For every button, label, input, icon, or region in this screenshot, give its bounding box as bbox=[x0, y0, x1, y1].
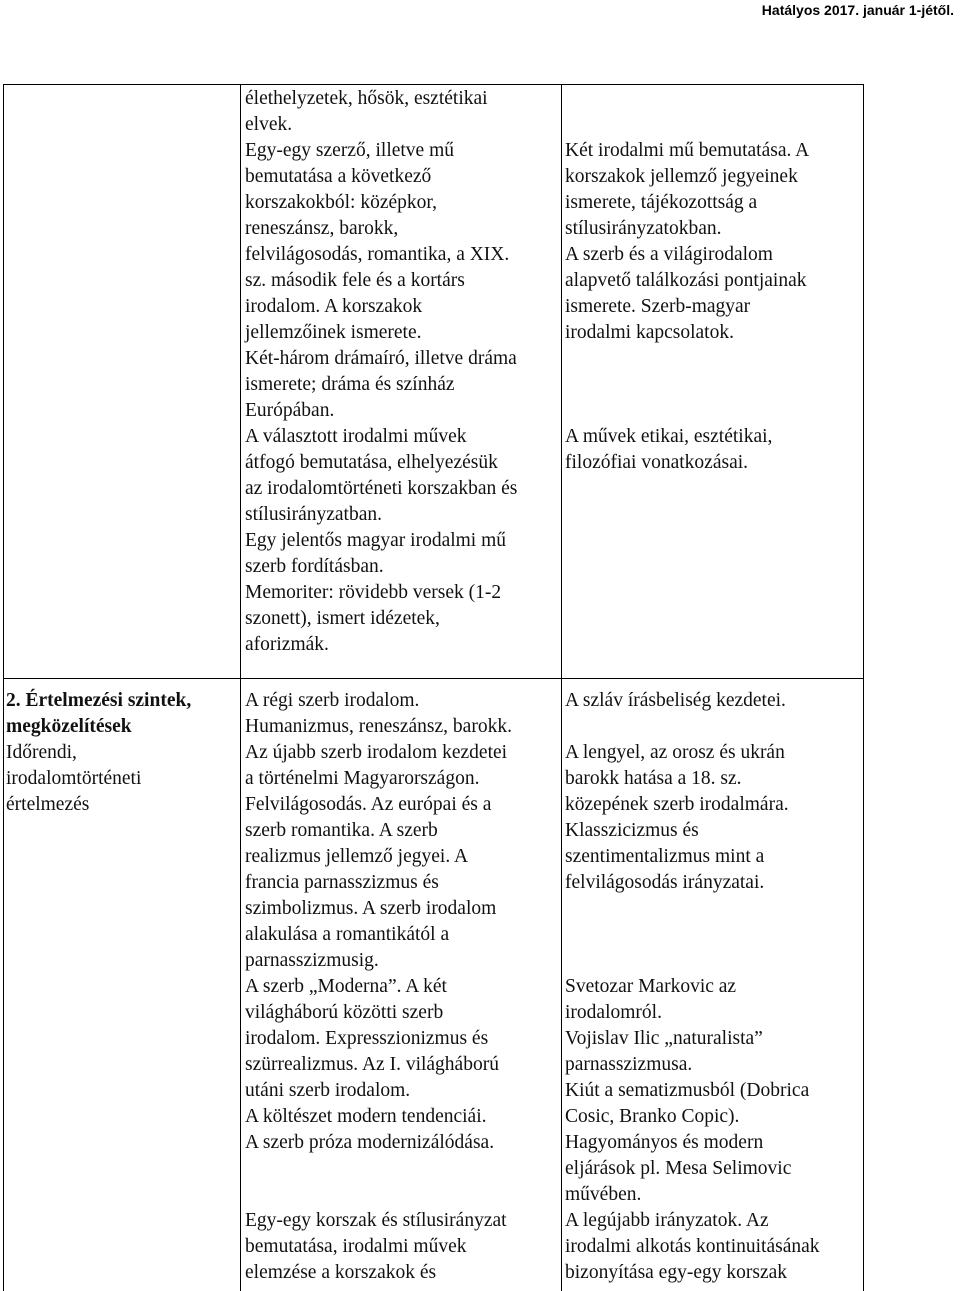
row2-col2-line: A régi szerb irodalom. bbox=[245, 690, 420, 711]
row2-col2-line bbox=[245, 1156, 512, 1182]
row2-col3-line: Hagyományos és modern bbox=[565, 1132, 764, 1153]
row1-col2-line: korszakokból: középkor, bbox=[245, 192, 438, 213]
row1-col2-line: Memoriter: rövidebb versek (1-2 bbox=[245, 582, 502, 603]
row1-col2-line: ismerete; dráma és színház bbox=[245, 374, 455, 395]
table-divider-col2 bbox=[561, 84, 562, 1291]
row1-col2-line: aforizmák. bbox=[245, 634, 329, 655]
row2-col3-line: Svetozar Markovic az bbox=[565, 976, 737, 997]
row1-col2-line: sz. második fele és a kortárs bbox=[245, 270, 465, 291]
row1-col3-cell bbox=[565, 86, 809, 476]
row2-col3-line: művében. bbox=[565, 1184, 642, 1205]
page-header: Hatályos 2017. január 1-jétől. bbox=[761, 2, 954, 18]
row2-col3-line bbox=[565, 896, 820, 922]
section-subtitle-line: irodalomtörténeti bbox=[6, 768, 142, 789]
row2-col3-line: parnasszizmusa. bbox=[565, 1054, 693, 1075]
row2-col2-line: alakulása a romantikától a bbox=[245, 924, 450, 945]
row2-col3-line: szentimentalizmus mint a bbox=[565, 846, 765, 867]
section-title-line: 2. Értelmezési szintek, bbox=[6, 690, 192, 711]
row1-col2-line: átfogó bemutatása, elhelyezésük bbox=[245, 452, 498, 473]
row2-col3-line: barokk hatása a 18. sz. bbox=[565, 768, 742, 789]
row2-col3-line: Klasszicizmus és bbox=[565, 820, 699, 841]
row1-col2-line: jellemzőinek ismerete. bbox=[245, 322, 422, 343]
section-subtitle-line: értelmezés bbox=[6, 794, 90, 815]
row1-col3-line: irodalmi kapcsolatok. bbox=[565, 322, 734, 343]
row2-col2-line: realizmus jellemző jegyei. A bbox=[245, 846, 469, 867]
row2-col3-line: irodalomról. bbox=[565, 1002, 662, 1023]
row2-col3-line: Kiút a sematizmusból (Dobrica bbox=[565, 1080, 810, 1101]
row2-col3-cell bbox=[565, 688, 820, 1286]
row2-col2-line: Humanizmus, reneszánsz, barokk. bbox=[245, 716, 512, 737]
table-border-top bbox=[3, 84, 864, 85]
row2-col2-line: szimbolizmus. A szerb irodalom bbox=[245, 898, 497, 919]
row1-col2-line: Egy jelentős magyar irodalmi mű bbox=[245, 530, 507, 551]
row1-col3-line bbox=[565, 86, 809, 112]
row2-col2-line: bemutatása, irodalmi művek bbox=[245, 1236, 467, 1257]
row2-col2-line: parnasszizmusig. bbox=[245, 950, 379, 971]
row2-col3-line bbox=[565, 948, 820, 974]
row1-col3-line: A szerb és a világirodalom bbox=[565, 244, 773, 265]
row1-col3-line: filozófiai vonatkozásai. bbox=[565, 452, 749, 473]
row1-col2-line: Két-három drámaíró, illetve dráma bbox=[245, 348, 517, 369]
row2-col3-line: A lengyel, az orosz és ukrán bbox=[565, 742, 785, 763]
row2-col2-line: irodalom. Expresszionizmus és bbox=[245, 1028, 489, 1049]
row2-col2-line: világháború közötti szerb bbox=[245, 1002, 444, 1023]
table-row-divider bbox=[3, 678, 864, 679]
row2-col2-line: szerb romantika. A szerb bbox=[245, 820, 438, 841]
row1-col3-line: alapvető találkozási pontjainak bbox=[565, 270, 807, 291]
row2-col2-line bbox=[245, 1182, 512, 1208]
row1-col3-line: A művek etikai, esztétikai, bbox=[565, 426, 773, 447]
table-border-right bbox=[863, 84, 864, 1291]
row2-col2-line: Felvilágosodás. Az európai és a bbox=[245, 794, 492, 815]
row1-col2-line: A választott irodalmi művek bbox=[245, 426, 467, 447]
row1-col2-line: felvilágosodás, romantika, a XIX. bbox=[245, 244, 510, 265]
row1-col2-line: elvek. bbox=[245, 114, 293, 135]
row2-col2-line: Az újabb szerb irodalom kezdetei bbox=[245, 742, 508, 763]
row2-col2-line: A költészet modern tendenciái. bbox=[245, 1106, 487, 1127]
row2-col3-line bbox=[565, 714, 820, 740]
row1-col3-line: ismerete, tájékozottság a bbox=[565, 192, 758, 213]
row2-col3-line: irodalmi alkotás kontinuitásának bbox=[565, 1236, 820, 1257]
table-divider-col1 bbox=[240, 84, 241, 1291]
row1-col2-line: Európában. bbox=[245, 400, 335, 421]
row1-col2-line: élethelyzetek, hősök, esztétikai bbox=[245, 88, 488, 109]
row1-col2-line: az irodalomtörténeti korszakban és bbox=[245, 478, 518, 499]
row2-col3-line: A szláv írásbeliség kezdetei. bbox=[565, 690, 786, 711]
row2-col2-cell bbox=[245, 688, 512, 1286]
row1-col3-line: Két irodalmi mű bemutatása. A bbox=[565, 140, 810, 161]
row2-col2-line: francia parnasszizmus és bbox=[245, 872, 439, 893]
table-border-left bbox=[3, 84, 4, 1291]
row1-col3-line bbox=[565, 398, 809, 424]
row1-col2-line: szonett), ismert idézetek, bbox=[245, 608, 440, 629]
row2-col3-line: eljárások pl. Mesa Selimovic bbox=[565, 1158, 792, 1179]
row2-col2-line: a történelmi Magyarországon. bbox=[245, 768, 480, 789]
section-subtitle-line: Időrendi, bbox=[6, 742, 77, 763]
row1-col2-line: stílusirányzatban. bbox=[245, 504, 383, 525]
row2-col3-line bbox=[565, 922, 820, 948]
row1-col2-cell bbox=[245, 86, 517, 658]
row2-col3-line: közepének szerb irodalmára. bbox=[565, 794, 789, 815]
row2-col2-line: A szerb próza modernizálódása. bbox=[245, 1132, 495, 1153]
row2-col2-line: utáni szerb irodalom. bbox=[245, 1080, 411, 1101]
row2-col3-line: A legújabb irányzatok. Az bbox=[565, 1210, 769, 1231]
row1-col3-line bbox=[565, 346, 809, 372]
row1-col2-line: Egy-egy szerző, illetve mű bbox=[245, 140, 455, 161]
row2-col3-line: bizonyítása egy-egy korszak bbox=[565, 1262, 788, 1283]
row2-col2-line: A szerb „Moderna”. A két bbox=[245, 976, 447, 997]
row1-col3-line: ismerete. Szerb-magyar bbox=[565, 296, 751, 317]
section-title-line: megközelítések bbox=[6, 716, 132, 737]
row2-col3-line: felvilágosodás irányzatai. bbox=[565, 872, 765, 893]
row2-col3-line: Vojislav Ilic „naturalista” bbox=[565, 1028, 763, 1049]
row2-col1-cell bbox=[6, 688, 191, 818]
row2-col3-line: Cosic, Branko Copic). bbox=[565, 1106, 740, 1127]
row1-col2-line: irodalom. A korszakok bbox=[245, 296, 423, 317]
row1-col3-line: stílusirányzatokban. bbox=[565, 218, 722, 239]
row1-col2-line: szerb fordításban. bbox=[245, 556, 384, 577]
row1-col3-line: korszakok jellemző jegyeinek bbox=[565, 166, 798, 187]
row1-col3-line bbox=[565, 372, 809, 398]
row2-col2-line: Egy-egy korszak és stílusirányzat bbox=[245, 1210, 507, 1231]
row1-col2-line: reneszánsz, barokk, bbox=[245, 218, 399, 239]
row1-col3-line bbox=[565, 112, 809, 138]
row1-col2-line: bemutatása a következő bbox=[245, 166, 432, 187]
row2-col2-line: szürrealizmus. Az I. világháború bbox=[245, 1054, 499, 1075]
row2-col2-line: elemzése a korszakok és bbox=[245, 1262, 437, 1283]
